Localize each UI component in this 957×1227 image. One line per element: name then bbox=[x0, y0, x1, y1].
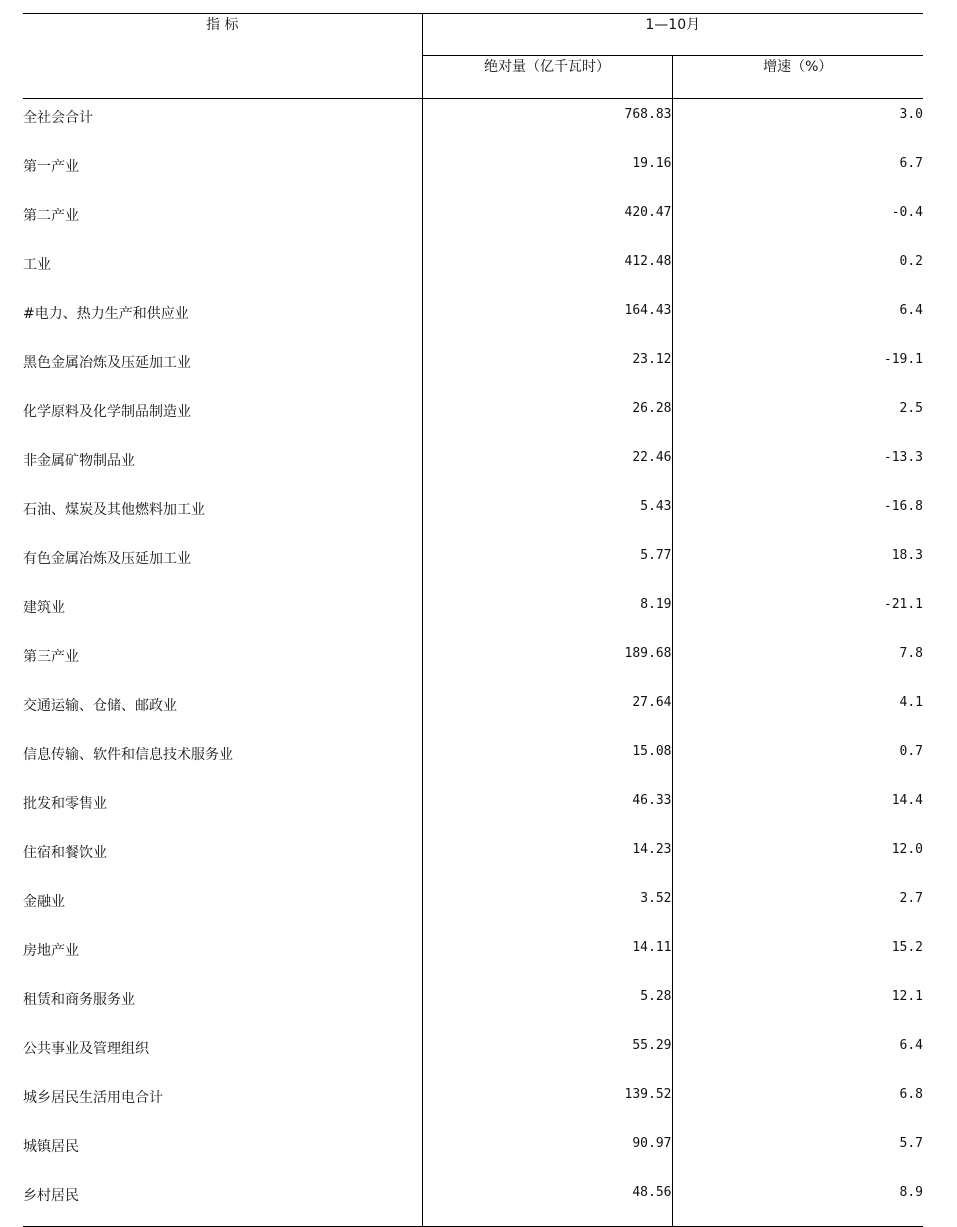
table-row bbox=[23, 981, 923, 1030]
table-row bbox=[23, 99, 923, 149]
row-label: 全社会合计 bbox=[23, 99, 422, 149]
table-row bbox=[23, 344, 923, 393]
growth-rate: 12.0 bbox=[891, 842, 924, 857]
growth-rate: 14.4 bbox=[891, 793, 924, 808]
absolute-value: 164.43 bbox=[422, 295, 672, 344]
row-label: 第三产业 bbox=[23, 638, 422, 687]
growth-rate: 6.4 bbox=[899, 303, 924, 318]
table-row bbox=[23, 491, 923, 540]
row-label: 批发和零售业 bbox=[23, 785, 422, 834]
row-label: 建筑业 bbox=[23, 589, 422, 638]
absolute-value: 22.46 bbox=[422, 442, 672, 491]
growth-rate: 6.8 bbox=[899, 1087, 924, 1102]
growth-rate: -13.3 bbox=[883, 450, 924, 465]
table-row bbox=[23, 393, 923, 442]
absolute-value: 412.48 bbox=[422, 246, 672, 295]
row-label: 非金属矿物制品业 bbox=[23, 442, 422, 491]
growth-rate: 12.1 bbox=[891, 989, 924, 1004]
absolute-value: 48.56 bbox=[422, 1177, 672, 1227]
absolute-value: 8.19 bbox=[422, 589, 672, 638]
growth-rate: 6.4 bbox=[899, 1038, 924, 1053]
row-label: 金融业 bbox=[23, 883, 422, 932]
absolute-value: 27.64 bbox=[422, 687, 672, 736]
table-body bbox=[23, 99, 923, 1227]
growth-rate: 0.7 bbox=[899, 744, 924, 759]
growth-rate: 2.5 bbox=[899, 401, 924, 416]
row-label: 城镇居民 bbox=[23, 1128, 422, 1177]
growth-rate: 0.2 bbox=[899, 254, 924, 269]
row-label: 房地产业 bbox=[23, 932, 422, 981]
absolute-value: 5.43 bbox=[422, 491, 672, 540]
absolute-value: 420.47 bbox=[422, 197, 672, 246]
absolute-value: 19.16 bbox=[422, 148, 672, 197]
row-label: 第二产业 bbox=[23, 197, 422, 246]
table-row bbox=[23, 785, 923, 834]
table-row bbox=[23, 638, 923, 687]
table-row bbox=[23, 295, 923, 344]
period-column-header: 1—10月 bbox=[422, 14, 923, 56]
table-row bbox=[23, 148, 923, 197]
growth-rate: -19.1 bbox=[883, 352, 924, 367]
absolute-value: 26.28 bbox=[422, 393, 672, 442]
growth-rate: 5.7 bbox=[899, 1136, 924, 1151]
row-label: 黑色金属冶炼及压延加工业 bbox=[23, 344, 422, 393]
row-label: 乡村居民 bbox=[23, 1177, 422, 1227]
absolute-value: 14.11 bbox=[422, 932, 672, 981]
electricity-consumption-table bbox=[23, 13, 923, 1227]
growth-rate: 18.3 bbox=[891, 548, 924, 563]
absolute-value: 55.29 bbox=[422, 1030, 672, 1079]
growth-column-header: 增速（%） bbox=[672, 56, 923, 99]
absolute-value: 3.52 bbox=[422, 883, 672, 932]
table-row bbox=[23, 834, 923, 883]
absolute-value: 5.77 bbox=[422, 540, 672, 589]
row-label: 有色金属冶炼及压延加工业 bbox=[23, 540, 422, 589]
table-row bbox=[23, 246, 923, 295]
row-label: 石油、煤炭及其他燃料加工业 bbox=[23, 491, 422, 540]
absolute-column-header: 绝对量（亿千瓦时） bbox=[422, 56, 672, 99]
absolute-value: 15.08 bbox=[422, 736, 672, 785]
row-label: 公共事业及管理组织 bbox=[23, 1030, 422, 1079]
table-row bbox=[23, 1128, 923, 1177]
absolute-value: 14.23 bbox=[422, 834, 672, 883]
row-label: 城乡居民生活用电合计 bbox=[23, 1079, 422, 1128]
table-row bbox=[23, 540, 923, 589]
table-row bbox=[23, 197, 923, 246]
absolute-value: 23.12 bbox=[422, 344, 672, 393]
row-label: 第一产业 bbox=[23, 148, 422, 197]
absolute-value: 139.52 bbox=[422, 1079, 672, 1128]
absolute-value: 90.97 bbox=[422, 1128, 672, 1177]
growth-rate: 3.0 bbox=[899, 107, 924, 122]
growth-rate: 8.9 bbox=[672, 1177, 923, 1227]
table-row bbox=[23, 442, 923, 491]
row-label: 信息传输、软件和信息技术服务业 bbox=[23, 736, 422, 785]
row-label: 住宿和餐饮业 bbox=[23, 834, 422, 883]
growth-rate: 2.7 bbox=[899, 891, 924, 906]
row-label: 租赁和商务服务业 bbox=[23, 981, 422, 1030]
row-label: 化学原料及化学制品制造业 bbox=[23, 393, 422, 442]
row-label: 交通运输、仓储、邮政业 bbox=[23, 687, 422, 736]
growth-rate: 15.2 bbox=[891, 940, 924, 955]
growth-rate: -16.8 bbox=[883, 499, 924, 514]
growth-rate: 6.7 bbox=[899, 156, 924, 171]
table-row bbox=[23, 1079, 923, 1128]
absolute-value: 46.33 bbox=[422, 785, 672, 834]
growth-rate: 4.1 bbox=[899, 695, 924, 710]
growth-rate: 7.8 bbox=[899, 646, 924, 661]
table-row bbox=[23, 589, 923, 638]
absolute-value: 5.28 bbox=[422, 981, 672, 1030]
table-row bbox=[23, 1177, 923, 1227]
table-row bbox=[23, 1030, 923, 1079]
absolute-value: 768.83 bbox=[422, 99, 672, 149]
indicator-column-header: 指 标 bbox=[23, 14, 422, 99]
table-row bbox=[23, 687, 923, 736]
absolute-value: 189.68 bbox=[422, 638, 672, 687]
row-label: 工业 bbox=[23, 246, 422, 295]
table-row bbox=[23, 883, 923, 932]
row-label: #电力、热力生产和供应业 bbox=[23, 295, 422, 344]
growth-rate: -21.1 bbox=[883, 597, 924, 612]
table-row bbox=[23, 932, 923, 981]
table-row bbox=[23, 736, 923, 785]
table-header bbox=[23, 14, 923, 99]
growth-rate: -0.4 bbox=[891, 205, 924, 220]
